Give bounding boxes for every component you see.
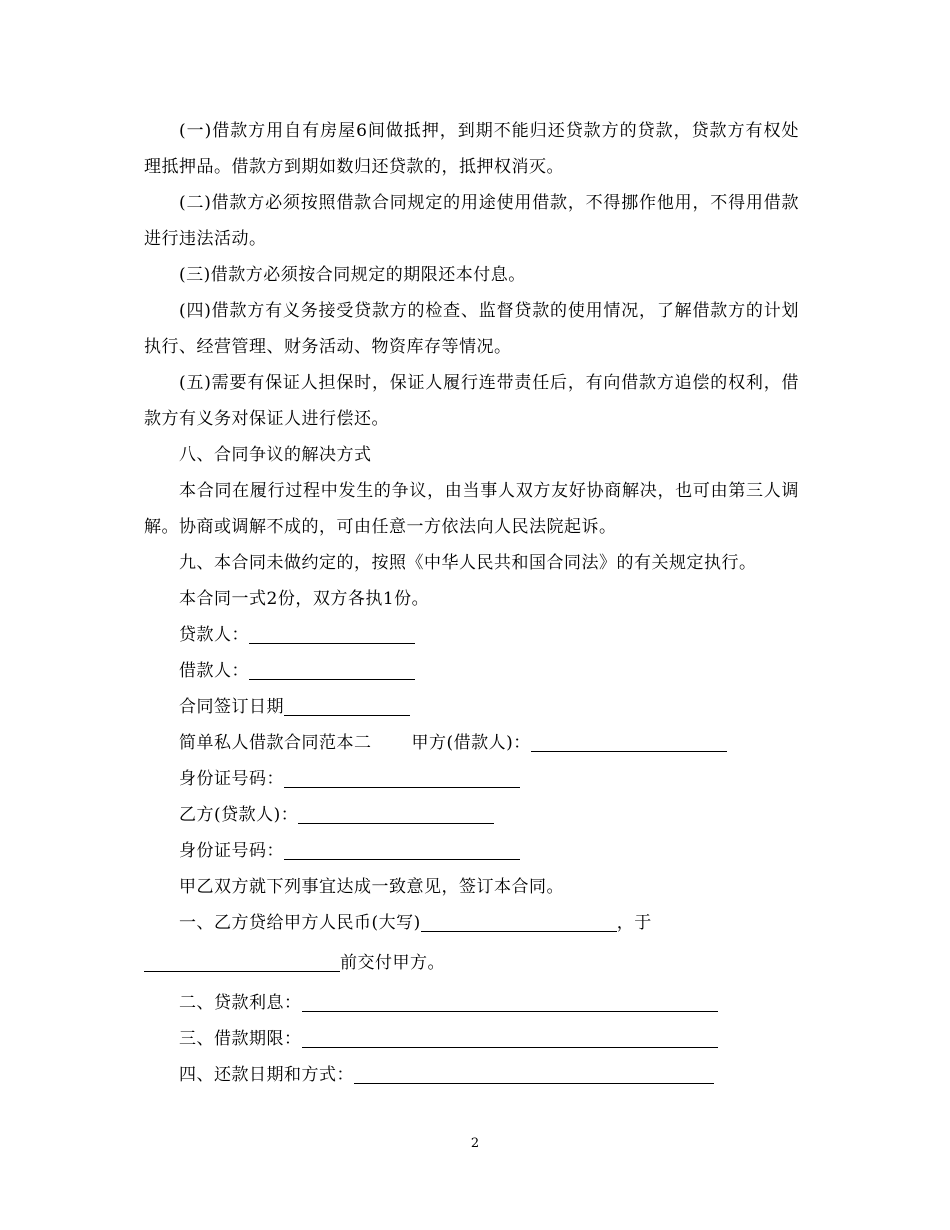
id-a-line	[179, 761, 520, 797]
item2-label: 二、贷款利息：	[179, 993, 302, 1013]
sign-date-label: 合同签订日期	[179, 697, 284, 717]
lender-signature-line	[179, 617, 415, 653]
sign-date-line	[179, 689, 410, 725]
item3-line	[179, 1021, 718, 1057]
page-number: 2	[470, 1136, 480, 1151]
item1-continued-line	[144, 945, 445, 981]
term-blank[interactable]	[302, 1025, 718, 1048]
paragraph-dispute: 本合同在履行过程中发生的争议，由当事人双方友好协商解决，也可由第三人调解。协商或调解不成的，可由任意一方依法向人民法院起诉。	[144, 481, 799, 537]
repayment-blank[interactable]	[354, 1061, 714, 1084]
item2-line	[179, 985, 718, 1021]
item4-label: 四、还款日期和方式：	[179, 1065, 354, 1085]
heading-unagreed: 九、本合同未做约定的，按照《中华人民共和国合同法》的有关规定执行。	[179, 553, 757, 573]
lender-label: 贷款人：	[179, 625, 249, 645]
paragraph-repayment: (三)借款方必须按合同规定的期限还本付息。	[179, 265, 526, 285]
paragraph-usage: (二)借款方必须按照借款合同规定的用途使用借款，不得挪作他用，不得用借款进行违法活动。	[144, 193, 799, 249]
interest-blank[interactable]	[302, 989, 718, 1012]
contract2-title-line	[179, 725, 727, 761]
party-a-blank[interactable]	[531, 729, 727, 752]
amount-blank[interactable]	[421, 909, 617, 932]
delivery-date-blank[interactable]	[144, 949, 340, 972]
id-b-line	[179, 833, 520, 869]
paragraph-guarantor: (五)需要有保证人担保时，保证人履行连带责任后，有向借款方追偿的权利，借款方有义务对保证人进行偿还。	[144, 373, 799, 429]
item3-label: 三、借款期限：	[179, 1029, 302, 1049]
party-a-label: 甲方(借款人)：	[411, 733, 531, 753]
item1-mid: ，于	[616, 913, 652, 933]
borrower-signature-line	[179, 653, 415, 689]
item4-line	[179, 1057, 714, 1093]
contract2-title: 简单私人借款合同范本二	[179, 733, 372, 753]
item1-end: 前交付甲方。	[340, 953, 445, 973]
id-a-label: 身份证号码：	[179, 769, 284, 789]
id-b-label: 身份证号码：	[179, 841, 284, 861]
contract2-intro: 甲乙双方就下列事宜达成一致意见，签订本合同。	[179, 877, 564, 897]
id-b-blank[interactable]	[284, 837, 520, 860]
party-b-blank[interactable]	[298, 801, 494, 824]
lender-blank[interactable]	[249, 621, 415, 644]
party-b-line	[179, 797, 494, 833]
borrower-blank[interactable]	[249, 657, 415, 680]
paragraph-copies: 本合同一式2份，双方各执1份。	[179, 589, 430, 609]
heading-dispute: 八、合同争议的解决方式	[179, 445, 372, 465]
paragraph-inspection: (四)借款方有义务接受贷款方的检查、监督贷款的使用情况，了解借款方的计划执行、经营管理、财务活动、物资库存等情况。	[144, 301, 799, 357]
id-a-blank[interactable]	[284, 765, 520, 788]
paragraph-mortgage: (一)借款方用自有房屋6间做抵押，到期不能归还贷款方的贷款，贷款方有权处理抵押品。借款方到期如数归还贷款的，抵押权消灭。	[144, 121, 799, 177]
item1-line	[179, 905, 652, 941]
borrower-label: 借款人：	[179, 661, 249, 681]
sign-date-blank[interactable]	[284, 693, 410, 716]
item1-label: 一、乙方贷给甲方人民币(大写)	[179, 913, 421, 933]
party-b-label: 乙方(贷款人)：	[179, 805, 299, 825]
